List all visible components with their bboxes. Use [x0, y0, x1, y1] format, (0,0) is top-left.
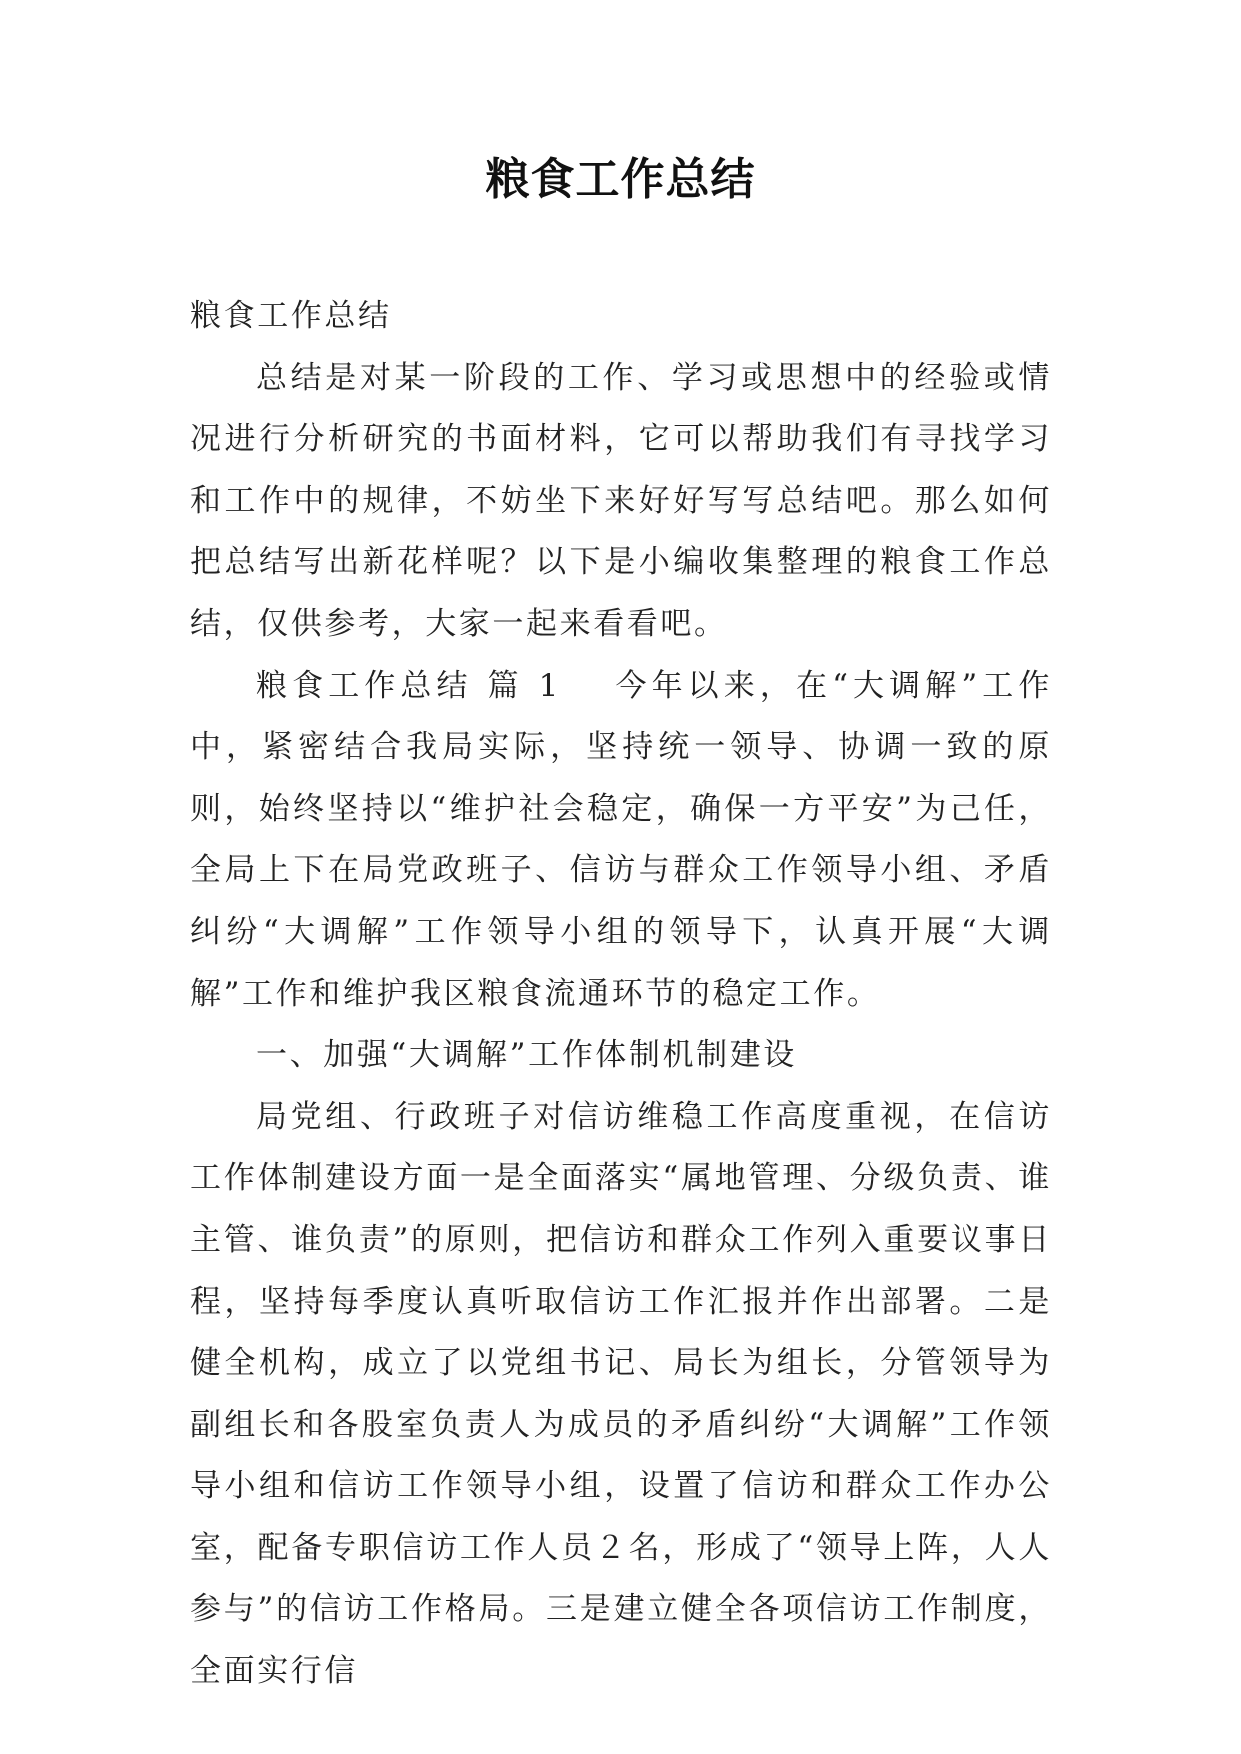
document-subtitle: 粮食工作总结 — [190, 298, 392, 334]
section-body: 今年以来，在“大调解”工作中，紧密结合我局实际，坚持统一领导、协调一致的原则，始终坚持以“维护社会稳定，确保一方平安”为己任，全局上下在局党政班子、信访与群众工作领导小组、矛盾纠纷“大调解”工作领导小组的领导下，认真开展“大调解”工作和维护我区粮食流通环节的稳定工作。 — [190, 667, 1053, 1012]
body-paragraph: 局党组、行政班子对信访维稳工作高度重视，在信访工作体制建设方面一是全面落实“属地管理、分级负责、谁主管、谁负责”的原则，把信访和群众工作列入重要议事日程，坚持每季度认真听取信访工作汇报并作出部署。二是健全机构，成立了以党组书记、局长为组长，分管领导为副组长和各股室负责人为成员的矛盾纠纷“大调解”工作领导小组和信访工作领导小组，设置了信访和群众工作办公室，配备专职信访工作人员２名，形成了“领导上阵，人人参与”的信访工作格局。三是建立健全各项信访工作制度，全面实行信 — [190, 1098, 1052, 1690]
section-heading: 一、加强“大调解”工作体制机制建设 — [256, 1037, 797, 1074]
document-body — [190, 286, 1052, 1703]
intro-paragraph: 总结是对某一阶段的工作、学习或思想中的经验或情况进行分析研究的书面材料，它可以帮助我们有寻找学习和工作中的规律，不妨坐下来好好写写总结吧。那么如何把总结写出新花样呢？以下是小编收集整理的粮食工作总结，仅供参考，大家一起来看看吧。 — [190, 359, 1052, 642]
section-label: 粮食工作总结 篇 1 — [256, 667, 561, 704]
section-paragraph — [190, 656, 1052, 1026]
document-title: 粮食工作总结 — [485, 154, 756, 205]
